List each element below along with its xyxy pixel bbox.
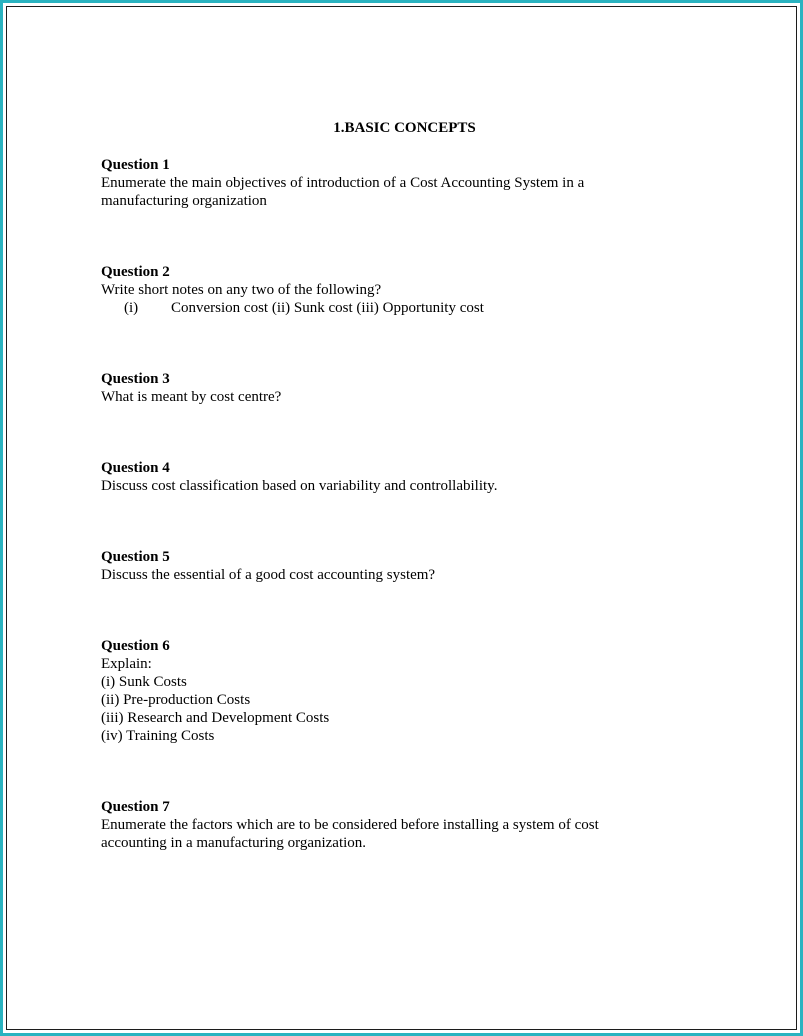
question-3 bbox=[101, 370, 661, 406]
question-heading: Question 7 bbox=[101, 799, 170, 815]
question-text-line: manufacturing organization bbox=[101, 193, 267, 209]
question-6 bbox=[101, 637, 661, 745]
question-text-line: Enumerate the main objectives of introduction of a Cost Accounting System in a bbox=[101, 175, 585, 191]
question-text-line: accounting in a manufacturing organization. bbox=[101, 835, 367, 851]
question-text-line: (i) Sunk Costs bbox=[101, 674, 187, 690]
sub-item-numeral: (i) bbox=[124, 300, 139, 316]
question-text-line: Discuss the essential of a good cost accounting system? bbox=[101, 567, 436, 583]
question-heading: Question 3 bbox=[101, 371, 170, 387]
question-heading: Question 6 bbox=[101, 638, 170, 654]
question-text-line: What is meant by cost centre? bbox=[101, 389, 282, 405]
question-text-line: Discuss cost classification based on variability and controllability. bbox=[101, 478, 498, 494]
question-1 bbox=[101, 156, 661, 210]
question-2 bbox=[101, 263, 661, 317]
question-text-line: Explain: bbox=[101, 656, 152, 672]
question-heading: Question 1 bbox=[101, 157, 170, 173]
question-text-line: Write short notes on any two of the following? bbox=[101, 282, 382, 298]
page-title: 1.BASIC CONCEPTS bbox=[333, 120, 476, 136]
question-sub-item bbox=[101, 299, 661, 317]
question-heading: Question 5 bbox=[101, 549, 170, 565]
question-heading: Question 4 bbox=[101, 460, 170, 476]
sub-item-text: Conversion cost (ii) Sunk cost (iii) Opportunity cost bbox=[171, 300, 484, 316]
question-4 bbox=[101, 459, 661, 495]
question-text-line: (ii) Pre-production Costs bbox=[101, 692, 251, 708]
question-text-line: Enumerate the factors which are to be considered before installing a system of cost bbox=[101, 817, 599, 833]
question-heading: Question 2 bbox=[101, 264, 170, 280]
question-text-line: (iv) Training Costs bbox=[101, 728, 215, 744]
question-5 bbox=[101, 548, 661, 584]
question-text-line: (iii) Research and Development Costs bbox=[101, 710, 330, 726]
question-7 bbox=[101, 798, 661, 852]
